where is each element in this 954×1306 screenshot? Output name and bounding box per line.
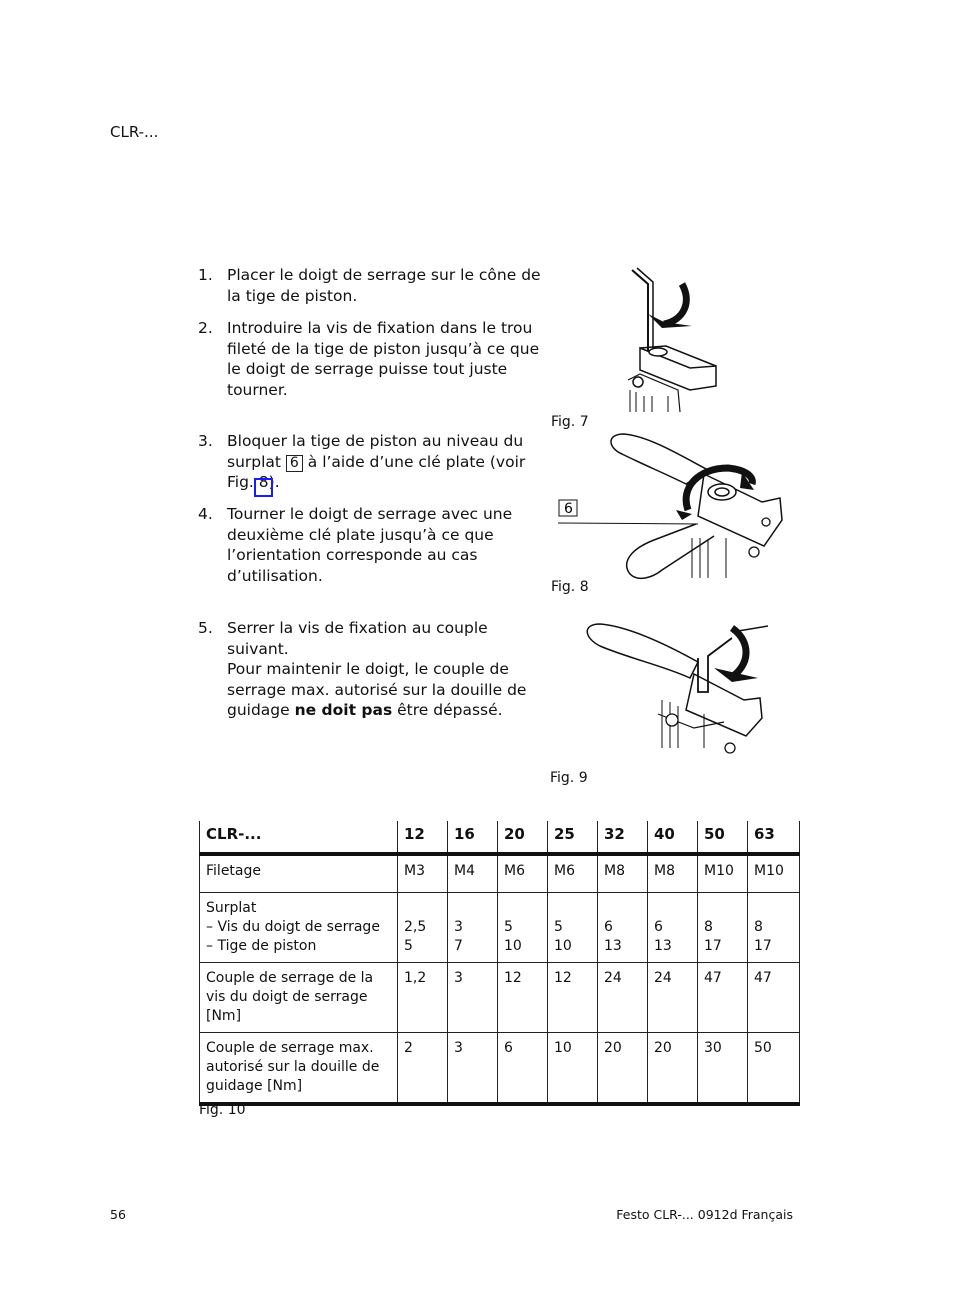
figure-8-drawing bbox=[558, 428, 788, 586]
step-text bbox=[227, 431, 545, 493]
reference-box-6: 6 bbox=[286, 455, 303, 472]
table-cell: 3 7 bbox=[448, 892, 498, 962]
table-header-cell: 32 bbox=[598, 821, 648, 854]
step-number: 5. bbox=[198, 619, 213, 637]
table-header-cell: 12 bbox=[398, 821, 448, 854]
table-cell: 24 bbox=[598, 962, 648, 1032]
table-header-cell: 16 bbox=[448, 821, 498, 854]
figure-8-caption: Fig. 8 bbox=[551, 579, 589, 595]
table-row bbox=[200, 1032, 800, 1104]
table-cell: M10 bbox=[698, 854, 748, 892]
document-footer: Festo CLR-... 0912d Français bbox=[616, 1207, 793, 1222]
step-text: Tourner le doigt de serrage avec une deuxième clé plate jusqu’à ce que l’orientation corresponde au cas d’utilisation. bbox=[227, 505, 513, 585]
table-cell: 5 10 bbox=[548, 892, 598, 962]
row-label-line: – Tige de piston bbox=[206, 937, 317, 954]
table-header-cell: 40 bbox=[648, 821, 698, 854]
table-header-cell: 25 bbox=[548, 821, 598, 854]
table-header-cell: CLR-... bbox=[200, 821, 398, 854]
table-cell: 3 bbox=[448, 1032, 498, 1104]
table-cell: 1,2 bbox=[398, 962, 448, 1032]
table-cell: 5 10 bbox=[498, 892, 548, 962]
table-cell: 10 bbox=[548, 1032, 598, 1104]
note-text: Pour maintenir le doigt, le couple de serrage max. autorisé sur la douille de guidage bbox=[227, 660, 527, 719]
figure-10-caption: Fig. 10 bbox=[199, 1102, 246, 1118]
table-cell: 6 bbox=[498, 1032, 548, 1104]
table-header-cell: 63 bbox=[748, 821, 800, 854]
figure-7-drawing bbox=[620, 262, 730, 417]
table-cell: 30 bbox=[698, 1032, 748, 1104]
step-text-part: Bloquer la tige de piston au niveau du surplat bbox=[227, 432, 524, 471]
page-number: 56 bbox=[110, 1207, 126, 1222]
table-row bbox=[200, 962, 800, 1032]
step-note bbox=[227, 659, 545, 721]
row-label: Filetage bbox=[200, 854, 398, 892]
specification-table bbox=[199, 821, 800, 1106]
figure-9-drawing bbox=[582, 618, 772, 773]
table-cell: 8 17 bbox=[698, 892, 748, 962]
table-cell: 20 bbox=[598, 1032, 648, 1104]
figure-9-caption: Fig. 9 bbox=[550, 770, 588, 786]
row-label: Couple de serrage de la vis du doigt de serrage [Nm] bbox=[200, 962, 398, 1032]
table-cell: 2 bbox=[398, 1032, 448, 1104]
table-header-row bbox=[200, 821, 800, 854]
table-row bbox=[200, 854, 800, 892]
table-cell: M6 bbox=[548, 854, 598, 892]
table-cell: 2,5 5 bbox=[398, 892, 448, 962]
row-label-line: – Vis du doigt de serrage bbox=[206, 918, 380, 935]
step-number: 3. bbox=[198, 432, 213, 450]
table-cell: M3 bbox=[398, 854, 448, 892]
table-cell: 12 bbox=[498, 962, 548, 1032]
table-row bbox=[200, 892, 800, 962]
table-cell: M6 bbox=[498, 854, 548, 892]
note-emphasis: ne doit pas bbox=[294, 701, 393, 719]
table-cell: 20 bbox=[648, 1032, 698, 1104]
step-text: Serrer la vis de fixation au couple suivant. bbox=[227, 619, 488, 658]
table-cell: M4 bbox=[448, 854, 498, 892]
table-cell: 50 bbox=[748, 1032, 800, 1104]
figure-7-caption: Fig. 7 bbox=[551, 414, 589, 430]
step-text: Introduire la vis de fixation dans le trou fileté de la tige de piston jusqu’à ce que le doigt de serrage puisse tout juste tourner. bbox=[227, 319, 540, 399]
cursor-highlight-box bbox=[254, 478, 273, 497]
step-text-part: à l’aide d’une clé plate (voir Fig. 8). bbox=[227, 452, 526, 491]
table-header-cell: 20 bbox=[498, 821, 548, 854]
row-label-line: Surplat bbox=[206, 899, 257, 916]
table-cell: 47 bbox=[698, 962, 748, 1032]
step-number: 4. bbox=[198, 505, 213, 523]
table-cell: 47 bbox=[748, 962, 800, 1032]
step-text: Placer le doigt de serrage sur le cône de la tige de piston. bbox=[227, 266, 541, 305]
running-header: CLR-... bbox=[110, 123, 159, 141]
row-label bbox=[200, 892, 398, 962]
step-number: 2. bbox=[198, 319, 213, 337]
table-cell: M8 bbox=[648, 854, 698, 892]
row-label: Couple de serrage max. autorisé sur la douille de guidage [Nm] bbox=[200, 1032, 398, 1104]
table-cell: 3 bbox=[448, 962, 498, 1032]
table-cell: 6 13 bbox=[648, 892, 698, 962]
table-cell: 8 17 bbox=[748, 892, 800, 962]
table-cell: M8 bbox=[598, 854, 648, 892]
table-cell: M10 bbox=[748, 854, 800, 892]
figure-8-ref-label: 6 bbox=[564, 501, 573, 517]
step-number: 1. bbox=[198, 266, 213, 284]
table-cell: 6 13 bbox=[598, 892, 648, 962]
table-header-cell: 50 bbox=[698, 821, 748, 854]
table-cell: 12 bbox=[548, 962, 598, 1032]
table-cell: 24 bbox=[648, 962, 698, 1032]
note-text: être dépassé. bbox=[392, 701, 503, 719]
